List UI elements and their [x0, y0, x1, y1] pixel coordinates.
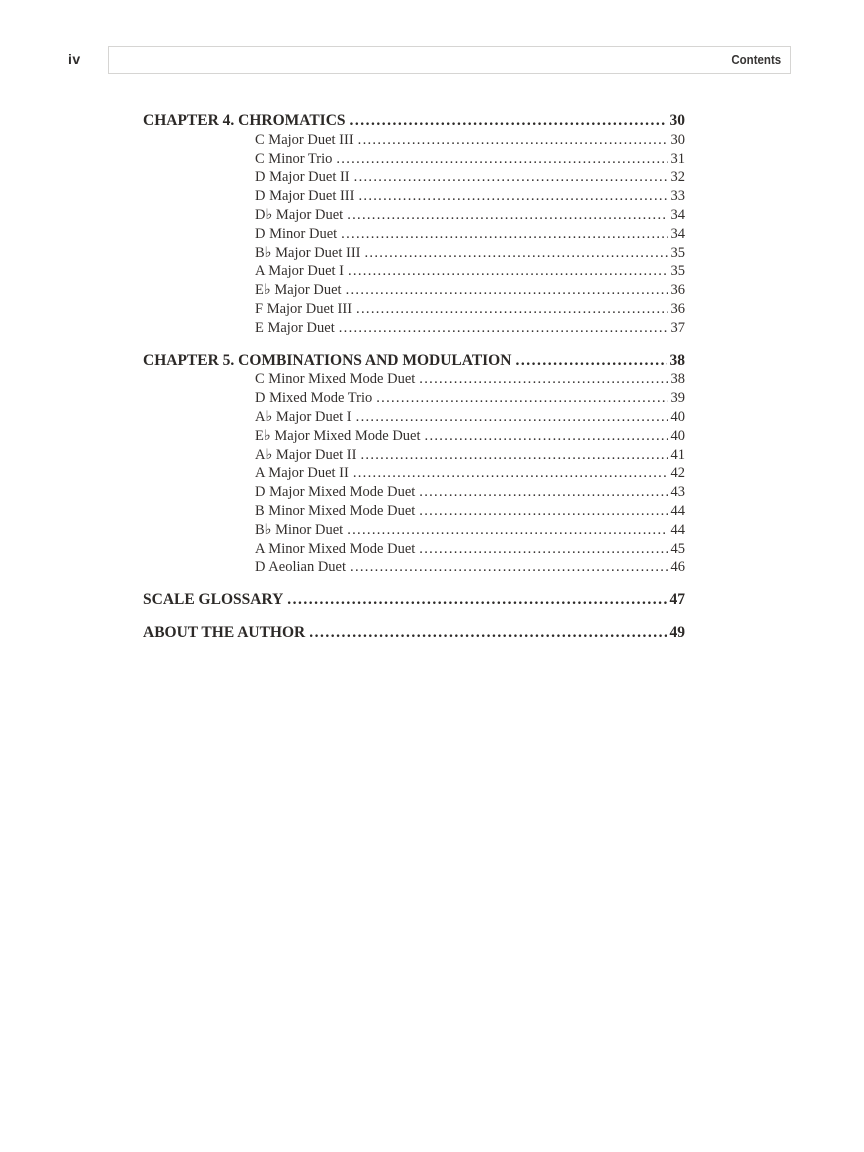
leader-dots [360, 446, 667, 465]
toc-entry-title: B♭ Major Duet III [255, 244, 361, 261]
toc-entry-row [143, 206, 685, 225]
toc-section-heading-row [143, 624, 685, 643]
leader-dots [356, 300, 667, 319]
toc-entry-page-number: 44 [670, 502, 685, 519]
toc-section-heading-title: CHAPTER 5. COMBINATIONS AND MODULATION [143, 351, 512, 369]
toc [143, 112, 685, 657]
leader-dots [347, 521, 667, 540]
toc-entry-row [143, 558, 685, 577]
toc-entry-page-number: 42 [670, 465, 685, 482]
toc-entry-row [143, 225, 685, 244]
toc-section [143, 112, 685, 338]
toc-entry-row [143, 483, 685, 502]
leader-dots [350, 112, 667, 131]
toc-section-heading-row [143, 352, 685, 371]
toc-section [143, 624, 685, 643]
toc-entry-page-number: 36 [670, 300, 685, 317]
leader-dots [341, 225, 667, 244]
toc-entry-title: E♭ Major Mixed Mode Duet [255, 427, 421, 444]
leader-dots [358, 187, 667, 206]
toc-entry-page-number: 39 [670, 390, 685, 407]
toc-entry-row [143, 370, 685, 389]
toc-entry-title: D Aeolian Duet [255, 559, 347, 576]
toc-section [143, 591, 685, 610]
toc-entry-row [143, 464, 685, 483]
leader-dots [515, 352, 666, 371]
leader-dots [348, 262, 668, 281]
leader-dots [419, 502, 667, 521]
leader-dots [354, 168, 668, 187]
toc-section [143, 352, 685, 578]
leader-dots [419, 483, 667, 502]
contents-header-label: Contents [731, 53, 781, 67]
toc-entry-page-number: 40 [670, 408, 685, 425]
contents-header-bar [108, 46, 791, 74]
leader-dots [350, 558, 667, 577]
toc-entry-page-number: 33 [670, 188, 685, 205]
toc-entry-title: D Mixed Mode Trio [255, 390, 373, 407]
page-folio: iv [68, 51, 81, 67]
toc-entry-page-number: 40 [670, 427, 685, 444]
leader-dots [336, 150, 667, 169]
toc-entry-page-number: 35 [670, 263, 685, 280]
leader-dots [419, 370, 667, 389]
leader-dots [287, 591, 666, 610]
toc-section-heading-row [143, 591, 685, 610]
toc-section-heading-title: ABOUT THE AUTHOR [143, 623, 306, 641]
toc-entry-title: D Major Mixed Mode Duet [255, 484, 416, 501]
leader-dots [419, 540, 667, 559]
toc-section-heading-page-number: 38 [669, 351, 685, 369]
toc-entry-page-number: 31 [670, 150, 685, 167]
toc-entry-title: D Major Duet II [255, 169, 350, 186]
toc-entry-row [143, 131, 685, 150]
leader-dots [353, 464, 668, 483]
toc-entry-page-number: 38 [670, 371, 685, 388]
toc-entry-row [143, 446, 685, 465]
toc-entry-row [143, 427, 685, 446]
leader-dots [346, 281, 668, 300]
toc-entry-title: C Minor Mixed Mode Duet [255, 371, 416, 388]
toc-entry-title: A Minor Mixed Mode Duet [255, 540, 416, 557]
toc-entry-page-number: 43 [670, 484, 685, 501]
leader-dots [309, 624, 666, 643]
toc-entry-title: D Major Duet III [255, 188, 355, 205]
toc-entry-title: D Minor Duet [255, 225, 338, 242]
toc-entry-page-number: 34 [670, 225, 685, 242]
toc-entry-page-number: 37 [670, 319, 685, 336]
toc-entry-page-number: 32 [670, 169, 685, 186]
toc-entry-title: C Minor Trio [255, 150, 333, 167]
toc-entry-row [143, 540, 685, 559]
toc-entry-title: F Major Duet III [255, 300, 353, 317]
toc-entry-row [143, 244, 685, 263]
toc-entry-title: A Major Duet I [255, 263, 344, 280]
toc-entry-title: B♭ Minor Duet [255, 521, 344, 538]
toc-entry-row [143, 281, 685, 300]
toc-entry-row [143, 319, 685, 338]
toc-entry-row [143, 187, 685, 206]
leader-dots [356, 408, 668, 427]
leader-dots [425, 427, 668, 446]
toc-entry-page-number: 45 [670, 540, 685, 557]
toc-section-heading-title: SCALE GLOSSARY [143, 591, 284, 609]
toc-entry-title: B Minor Mixed Mode Duet [255, 502, 416, 519]
toc-entry-row [143, 408, 685, 427]
toc-entry-page-number: 41 [670, 446, 685, 463]
toc-section-heading-title: CHAPTER 4. CHROMATICS [143, 112, 346, 129]
toc-entry-row [143, 300, 685, 319]
toc-entry-row [143, 502, 685, 521]
toc-entry-page-number: 36 [670, 282, 685, 299]
toc-entry-row [143, 262, 685, 281]
toc-entry-title: A Major Duet II [255, 465, 349, 482]
leader-dots [365, 244, 668, 263]
toc-entry-title: A♭ Major Duet II [255, 446, 357, 463]
toc-entry-page-number: 46 [670, 559, 685, 576]
leader-dots [376, 389, 667, 408]
toc-entry-row [143, 168, 685, 187]
toc-entry-page-number: 30 [670, 131, 685, 148]
leader-dots [347, 206, 667, 225]
toc-entry-page-number: 34 [670, 206, 685, 223]
toc-entry-title: E Major Duet [255, 319, 335, 336]
leader-dots [358, 131, 668, 150]
toc-entry-title: E♭ Major Duet [255, 282, 342, 299]
toc-entry-page-number: 35 [670, 244, 685, 261]
toc-section-heading-page-number: 49 [669, 623, 685, 641]
toc-entry-row [143, 521, 685, 540]
toc-entry-row [143, 150, 685, 169]
leader-dots [339, 319, 668, 338]
toc-section-heading-page-number: 30 [669, 112, 685, 129]
toc-entry-title: C Major Duet III [255, 131, 354, 148]
toc-entry-row [143, 389, 685, 408]
toc-entry-title: A♭ Major Duet I [255, 408, 352, 425]
toc-entry-title: D♭ Major Duet [255, 206, 344, 223]
toc-section-heading-row [143, 112, 685, 131]
toc-entry-page-number: 44 [670, 521, 685, 538]
toc-section-heading-page-number: 47 [669, 591, 685, 609]
